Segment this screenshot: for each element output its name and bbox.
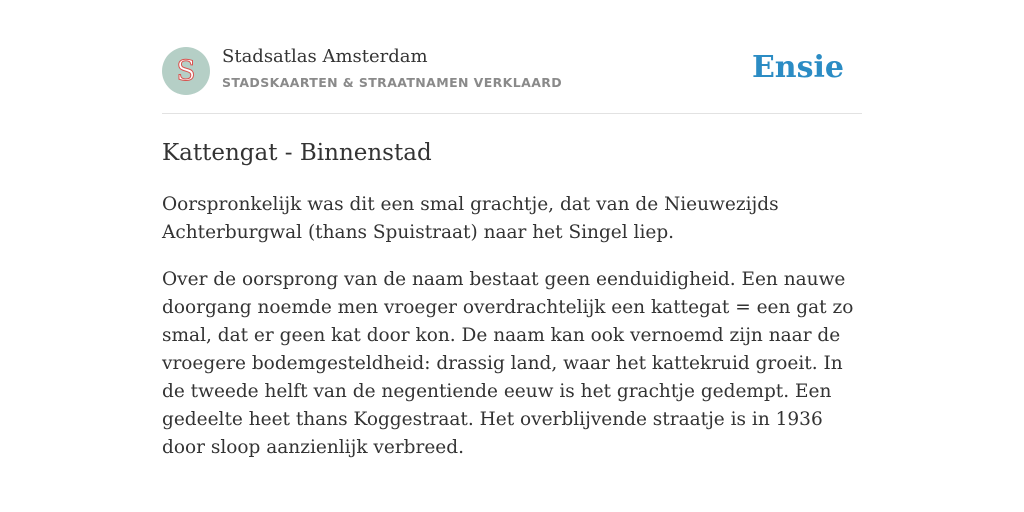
- site-subtitle: STADSKAARTEN & STRAATNAMEN VERKLAARD: [222, 75, 563, 90]
- ensie-logo[interactable]: Ensie: [751, 50, 844, 85]
- article-paragraph: Oorspronkelijk was dit een smal grachtje, dat van de Nieuwezijds Achterburgwal (thans Spuistraat) naar het Singel liep.: [162, 194, 779, 243]
- article: [162, 137, 862, 481]
- site-header: [162, 46, 862, 96]
- article-paragraph: Over de oorsprong van de naam bestaat geen eenduidigheid. Een nauwe doorgang noemde men vroeger overdrachtelijk een kattegat = een gat zo smal, dat er geen kat door kon. De naam kan ook vernoemd zijn naar de vroegere bodemgesteldheid: drassig land, waar het kattekruid groeit. In de tweede helft van de negentiende eeuw is het grachtje gedempt. Een gedeelte heet thans Koggestraat. Het overblijvende straatje is in 1936 door sloop aanzienlijk verbreed.: [162, 269, 854, 458]
- site-avatar[interactable]: [162, 47, 210, 95]
- header-divider: [162, 113, 862, 114]
- site-title[interactable]: Stadsatlas Amsterdam: [222, 46, 428, 67]
- article-title: Kattengat - Binnenstad: [162, 140, 432, 166]
- avatar-letter: S: [176, 54, 196, 87]
